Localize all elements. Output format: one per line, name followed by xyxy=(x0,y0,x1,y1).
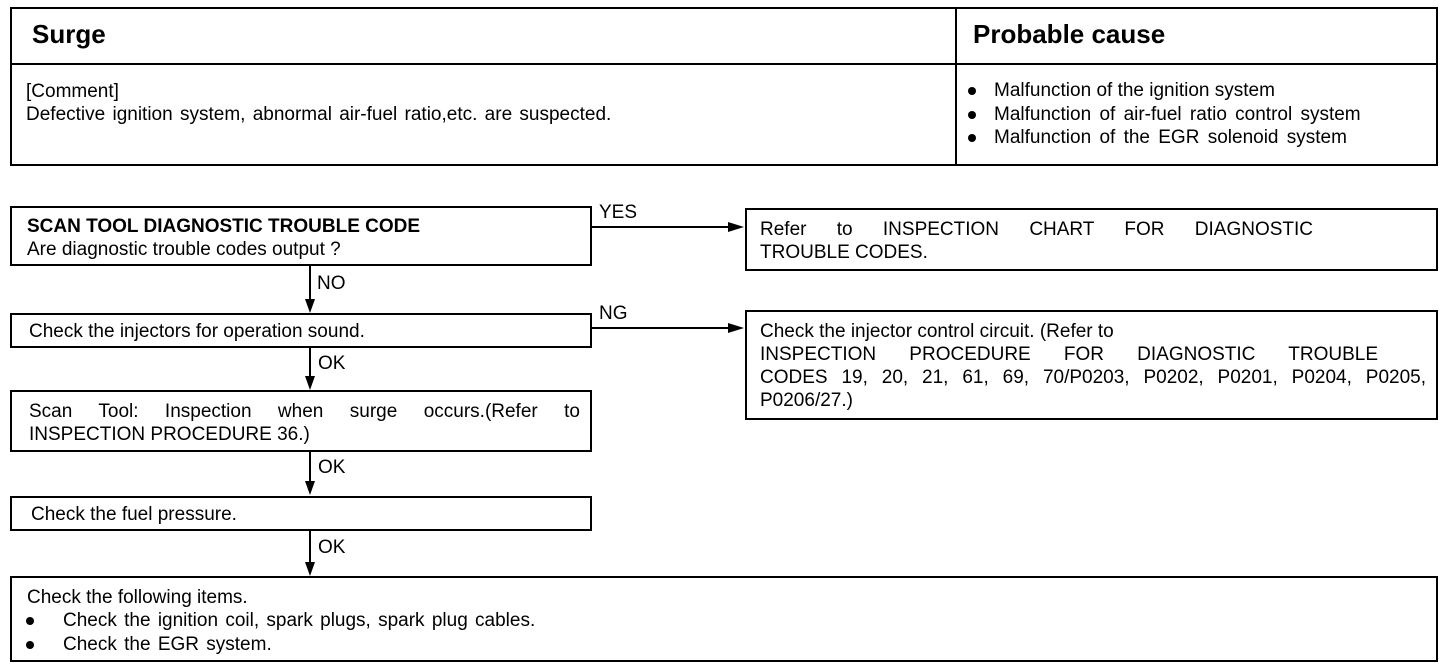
no-connector-line xyxy=(309,266,311,300)
step-fuel-pressure xyxy=(10,496,592,531)
yes-label: YES xyxy=(599,202,638,223)
probable-cause-title: Probable cause xyxy=(973,19,1166,49)
comment-tag: [Comment] xyxy=(26,81,119,102)
ok-arrow-icon-3 xyxy=(305,562,315,576)
probable-cause-list xyxy=(958,79,1434,150)
final-check-intro: Check the following items. xyxy=(27,587,248,608)
no-label: NO xyxy=(317,273,346,294)
symptom-title: Surge xyxy=(32,19,106,49)
result-injector-circuit-line4: P0206/27.) xyxy=(760,390,853,411)
ng-label: NG xyxy=(599,303,628,324)
ok-label-2: OK xyxy=(318,457,346,478)
ng-connector-line xyxy=(592,327,730,329)
ok-label-1: OK xyxy=(318,353,346,374)
probable-cause-item: Malfunction of the ignition system xyxy=(958,79,1434,103)
ok-arrow-icon-1 xyxy=(305,376,315,390)
ok-arrow-icon-2 xyxy=(305,481,315,495)
result-inspection-chart-line1: Refer to INSPECTION CHART FOR DIAGNOSTIC xyxy=(760,219,1313,240)
probable-cause-item: Malfunction of the EGR solenoid system xyxy=(958,126,1434,150)
step-scan-tool-surge-line1: Scan Tool: Inspection when surge occurs.(Refer to xyxy=(29,401,580,422)
result-injector-circuit-line3: CODES 19, 20, 21, 61, 69, 70/P0203, P0202, P0201, P0204, P0205, xyxy=(760,367,1426,388)
final-check-item: Check the ignition coil, spark plugs, spark plug cables. xyxy=(16,609,916,633)
step-scan-tool-dtc xyxy=(10,206,592,266)
ok-connector-line-2 xyxy=(309,452,311,482)
ng-arrow-icon xyxy=(728,323,744,333)
yes-connector-line xyxy=(592,226,730,228)
probable-cause-item: Malfunction of air-fuel ratio control system xyxy=(958,103,1434,127)
step-injector-sound-text: Check the injectors for operation sound. xyxy=(29,321,365,342)
result-inspection-chart xyxy=(745,208,1438,271)
step-scan-tool-surge-line2: INSPECTION PROCEDURE 36.) xyxy=(29,424,310,445)
yes-arrow-icon xyxy=(728,222,744,232)
ok-connector-line-3 xyxy=(309,531,311,563)
step-fuel-pressure-text: Check the fuel pressure. xyxy=(31,504,237,525)
final-check-items xyxy=(10,576,1438,662)
result-injector-circuit xyxy=(745,310,1438,420)
result-injector-circuit-line2: INSPECTION PROCEDURE FOR DIAGNOSTIC TROUBLE xyxy=(760,344,1378,365)
no-arrow-icon xyxy=(305,299,315,313)
header-divider-vertical xyxy=(955,7,957,166)
result-injector-circuit-line1: Check the injector control circuit. (Refer to xyxy=(760,321,1114,342)
comment-text: Defective ignition system, abnormal air-fuel ratio,etc. are suspected. xyxy=(26,104,612,125)
step-scan-tool-dtc-title: SCAN TOOL DIAGNOSTIC TROUBLE CODE xyxy=(27,216,421,237)
final-check-item: Check the EGR system. xyxy=(16,633,916,657)
step-scan-tool-surge xyxy=(10,390,592,452)
step-injector-sound xyxy=(10,313,592,348)
result-inspection-chart-line2: TROUBLE CODES. xyxy=(760,242,928,263)
header-divider-horizontal xyxy=(10,63,1438,65)
step-scan-tool-dtc-question: Are diagnostic trouble codes output ? xyxy=(27,239,341,260)
ok-label-3: OK xyxy=(318,537,346,558)
final-check-list xyxy=(16,609,916,657)
ok-connector-line-1 xyxy=(309,348,311,377)
